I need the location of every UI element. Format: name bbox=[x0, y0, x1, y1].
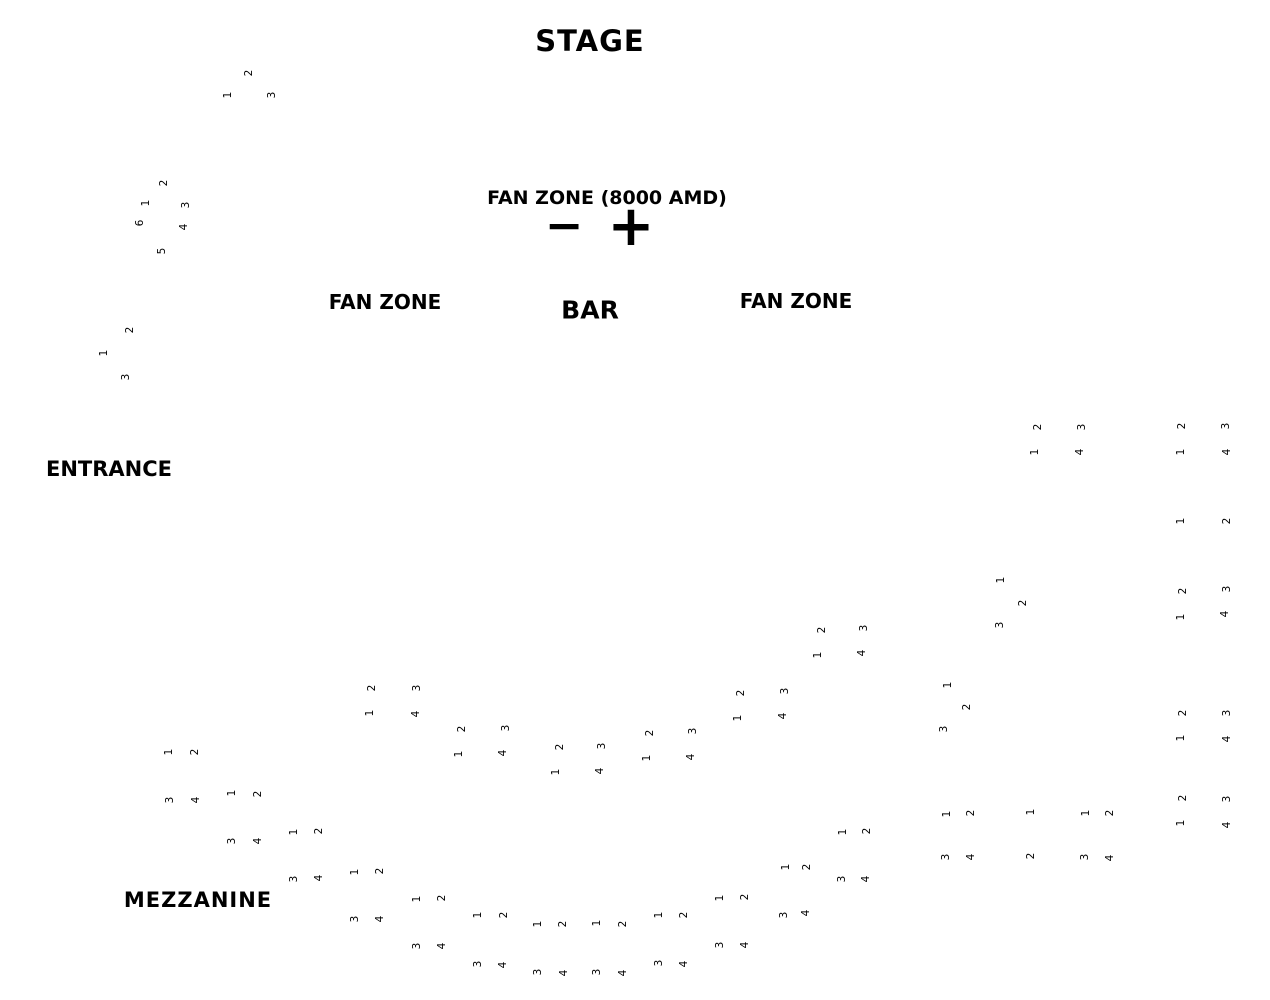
seat-t9-3[interactable]: 3 bbox=[857, 624, 870, 632]
seat-t7-3[interactable]: 3 bbox=[993, 621, 1006, 629]
seat-a1-4[interactable]: 4 bbox=[189, 796, 202, 804]
seat-a7-4[interactable]: 4 bbox=[557, 969, 570, 977]
seat-t11-2[interactable]: 2 bbox=[1176, 709, 1189, 717]
seat-t8-2[interactable]: 2 bbox=[1176, 587, 1189, 595]
seat-t12-3[interactable]: 3 bbox=[1220, 795, 1233, 803]
seat-m1-4[interactable]: 4 bbox=[409, 710, 422, 718]
seat-m1-3[interactable]: 3 bbox=[410, 684, 423, 692]
seat-t6-1[interactable]: 1 bbox=[1174, 517, 1187, 525]
zoom-in-button[interactable]: + bbox=[607, 194, 655, 259]
fan-zone-right-label: FAN ZONE bbox=[739, 289, 853, 313]
seat-a5-2[interactable]: 2 bbox=[435, 894, 448, 902]
seat-m2-2[interactable]: 2 bbox=[455, 725, 468, 733]
seat-r1-4[interactable]: 4 bbox=[964, 853, 977, 861]
seat-t1-2[interactable]: 2 bbox=[242, 69, 255, 77]
seat-t2-5[interactable]: 5 bbox=[155, 247, 168, 255]
seat-a5-4[interactable]: 4 bbox=[435, 942, 448, 950]
seat-a1-2[interactable]: 2 bbox=[188, 748, 201, 756]
seat-t3-2[interactable]: 2 bbox=[123, 326, 136, 334]
seat-a9-2[interactable]: 2 bbox=[677, 911, 690, 919]
seat-a7-1[interactable]: 1 bbox=[531, 920, 544, 928]
seat-t4-4[interactable]: 4 bbox=[1073, 448, 1086, 456]
seat-m2-3[interactable]: 3 bbox=[499, 724, 512, 732]
seat-m4-2[interactable]: 2 bbox=[643, 729, 656, 737]
seat-a10-4[interactable]: 4 bbox=[738, 941, 751, 949]
seat-a4-1[interactable]: 1 bbox=[348, 868, 361, 876]
seat-r3-4[interactable]: 4 bbox=[1103, 854, 1116, 862]
bar-label: BAR bbox=[561, 295, 619, 325]
seat-a8-1[interactable]: 1 bbox=[590, 919, 603, 927]
seat-t8-4[interactable]: 4 bbox=[1218, 610, 1231, 618]
seat-a8-4[interactable]: 4 bbox=[616, 969, 629, 977]
seat-a8-2[interactable]: 2 bbox=[616, 920, 629, 928]
seat-t2-2[interactable]: 2 bbox=[157, 179, 170, 187]
seat-t10-2[interactable]: 2 bbox=[960, 703, 973, 711]
seat-a5-1[interactable]: 1 bbox=[410, 895, 423, 903]
seat-a6-2[interactable]: 2 bbox=[497, 911, 510, 919]
stage-label: STAGE bbox=[535, 24, 645, 58]
seat-a9-3[interactable]: 3 bbox=[652, 959, 665, 967]
seat-a11-4[interactable]: 4 bbox=[799, 909, 812, 917]
zoom-out-button[interactable]: − bbox=[544, 198, 584, 252]
seat-t10-3[interactable]: 3 bbox=[937, 725, 950, 733]
seat-t12-1[interactable]: 1 bbox=[1174, 819, 1187, 827]
seat-t11-4[interactable]: 4 bbox=[1220, 735, 1233, 743]
seat-a6-4[interactable]: 4 bbox=[496, 961, 509, 969]
seat-a12-1[interactable]: 1 bbox=[836, 828, 849, 836]
seat-a1-3[interactable]: 3 bbox=[163, 796, 176, 804]
seat-t9-1[interactable]: 1 bbox=[811, 651, 824, 659]
seat-t2-6[interactable]: 6 bbox=[133, 219, 146, 227]
seat-t1-3[interactable]: 3 bbox=[265, 91, 278, 99]
fan-zone-left-label: FAN ZONE bbox=[328, 290, 442, 314]
seat-r3-2[interactable]: 2 bbox=[1103, 809, 1116, 817]
seat-a6-3[interactable]: 3 bbox=[471, 960, 484, 968]
seat-a10-2[interactable]: 2 bbox=[738, 893, 751, 901]
seat-a9-1[interactable]: 1 bbox=[652, 911, 665, 919]
seat-a7-2[interactable]: 2 bbox=[556, 920, 569, 928]
seat-r2-1[interactable]: 1 bbox=[1024, 808, 1037, 816]
seat-t10-1[interactable]: 1 bbox=[941, 681, 954, 689]
seat-t9-2[interactable]: 2 bbox=[815, 626, 828, 634]
seat-m4-4[interactable]: 4 bbox=[684, 753, 697, 761]
seat-r3-1[interactable]: 1 bbox=[1079, 809, 1092, 817]
seat-m5-2[interactable]: 2 bbox=[734, 689, 747, 697]
seat-r1-1[interactable]: 1 bbox=[940, 810, 953, 818]
seat-m3-3[interactable]: 3 bbox=[595, 742, 608, 750]
seat-t11-1[interactable]: 1 bbox=[1174, 734, 1187, 742]
seat-m1-1[interactable]: 1 bbox=[363, 709, 376, 717]
seat-r2-2[interactable]: 2 bbox=[1024, 852, 1037, 860]
seat-t12-4[interactable]: 4 bbox=[1220, 821, 1233, 829]
seat-t5-4[interactable]: 4 bbox=[1220, 448, 1233, 456]
seat-a8-3[interactable]: 3 bbox=[590, 968, 603, 976]
seat-r1-3[interactable]: 3 bbox=[939, 853, 952, 861]
seat-a3-4[interactable]: 4 bbox=[312, 874, 325, 882]
seat-a3-1[interactable]: 1 bbox=[287, 828, 300, 836]
seat-t1-1[interactable]: 1 bbox=[221, 91, 234, 99]
seat-m4-1[interactable]: 1 bbox=[640, 754, 653, 762]
seat-t3-1[interactable]: 1 bbox=[97, 349, 110, 357]
seat-a12-4[interactable]: 4 bbox=[859, 875, 872, 883]
seat-m1-2[interactable]: 2 bbox=[365, 684, 378, 692]
seat-a2-1[interactable]: 1 bbox=[225, 789, 238, 797]
seat-a2-2[interactable]: 2 bbox=[251, 790, 264, 798]
seat-t3-3[interactable]: 3 bbox=[119, 373, 132, 381]
seat-a12-2[interactable]: 2 bbox=[860, 827, 873, 835]
seat-t4-3[interactable]: 3 bbox=[1075, 423, 1088, 431]
seat-t12-2[interactable]: 2 bbox=[1176, 794, 1189, 802]
seat-t8-1[interactable]: 1 bbox=[1174, 613, 1187, 621]
seat-t2-3[interactable]: 3 bbox=[179, 201, 192, 209]
seat-m5-1[interactable]: 1 bbox=[731, 714, 744, 722]
seat-a11-1[interactable]: 1 bbox=[779, 863, 792, 871]
seat-t2-1[interactable]: 1 bbox=[139, 199, 152, 207]
seat-a4-4[interactable]: 4 bbox=[373, 915, 386, 923]
seat-t2-4[interactable]: 4 bbox=[177, 223, 190, 231]
seat-a6-1[interactable]: 1 bbox=[471, 911, 484, 919]
seat-a10-3[interactable]: 3 bbox=[713, 941, 726, 949]
entrance-label: ENTRANCE bbox=[46, 457, 172, 481]
seat-t5-3[interactable]: 3 bbox=[1219, 422, 1232, 430]
seat-t8-3[interactable]: 3 bbox=[1220, 585, 1233, 593]
seat-t9-4[interactable]: 4 bbox=[855, 649, 868, 657]
seat-a2-3[interactable]: 3 bbox=[225, 837, 238, 845]
seat-t4-2[interactable]: 2 bbox=[1031, 423, 1044, 431]
seat-a4-2[interactable]: 2 bbox=[373, 867, 386, 875]
mezzanine-label: MEZZANINE bbox=[123, 888, 273, 912]
seat-m3-2[interactable]: 2 bbox=[553, 743, 566, 751]
seat-m5-4[interactable]: 4 bbox=[776, 712, 789, 720]
seat-r3-3[interactable]: 3 bbox=[1078, 853, 1091, 861]
seat-t11-3[interactable]: 3 bbox=[1220, 709, 1233, 717]
seat-a11-3[interactable]: 3 bbox=[777, 911, 790, 919]
seat-t5-2[interactable]: 2 bbox=[1175, 422, 1188, 430]
seat-t7-1[interactable]: 1 bbox=[994, 576, 1007, 584]
seat-a11-2[interactable]: 2 bbox=[800, 863, 813, 871]
fan-zone-price-label: FAN ZONE (8000 AMD) bbox=[487, 187, 727, 209]
seat-m3-4[interactable]: 4 bbox=[593, 767, 606, 775]
seat-t5-1[interactable]: 1 bbox=[1174, 448, 1187, 456]
seat-a10-1[interactable]: 1 bbox=[713, 894, 726, 902]
seat-t7-2[interactable]: 2 bbox=[1016, 599, 1029, 607]
seat-m3-1[interactable]: 1 bbox=[549, 768, 562, 776]
seat-a12-3[interactable]: 3 bbox=[835, 875, 848, 883]
seat-a7-3[interactable]: 3 bbox=[531, 968, 544, 976]
seat-a2-4[interactable]: 4 bbox=[251, 837, 264, 845]
seat-t4-1[interactable]: 1 bbox=[1028, 448, 1041, 456]
seat-a9-4[interactable]: 4 bbox=[677, 960, 690, 968]
seat-t6-2[interactable]: 2 bbox=[1220, 517, 1233, 525]
seat-m2-4[interactable]: 4 bbox=[496, 749, 509, 757]
seat-a3-2[interactable]: 2 bbox=[312, 827, 325, 835]
seat-a3-3[interactable]: 3 bbox=[287, 875, 300, 883]
seat-a4-3[interactable]: 3 bbox=[348, 915, 361, 923]
seat-a5-3[interactable]: 3 bbox=[410, 942, 423, 950]
seat-m4-3[interactable]: 3 bbox=[686, 727, 699, 735]
seat-m5-3[interactable]: 3 bbox=[778, 687, 791, 695]
seat-r1-2[interactable]: 2 bbox=[964, 809, 977, 817]
seat-m2-1[interactable]: 1 bbox=[452, 750, 465, 758]
seat-a1-1[interactable]: 1 bbox=[162, 748, 175, 756]
